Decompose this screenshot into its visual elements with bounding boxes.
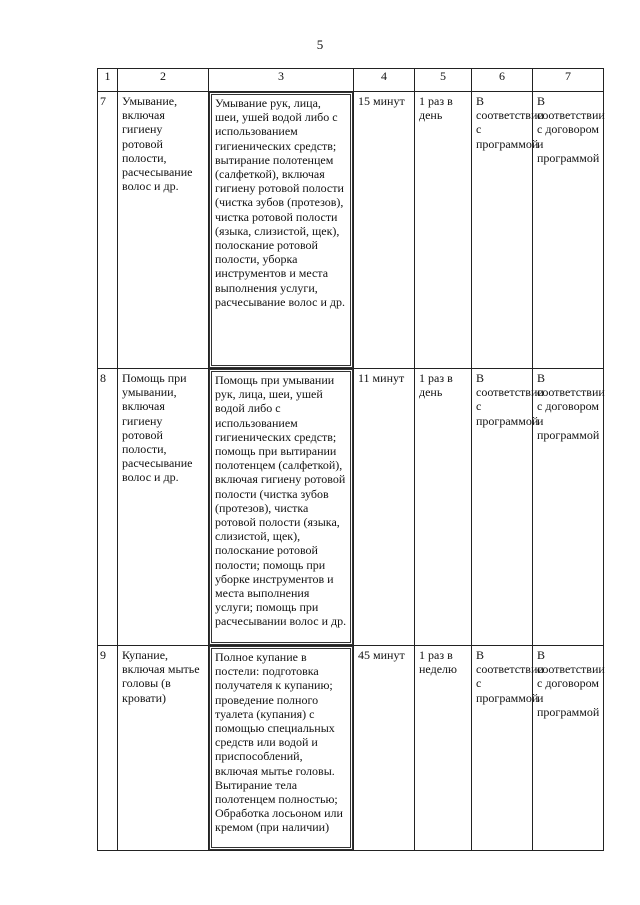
service-name: Купание, включая мытье головы (в кровати) [122,648,200,705]
table-row [98,369,604,646]
column-header: 7 [533,69,604,92]
service-description: Полное купание в постели: подготовка получателя к купанию; проведение полного туалета (купания) с помощью специальных средств или водой и приспособлений, включая мытье головы. Вытирание тела полотенцем полностью; Обработка лосьоном или кремом (при наличии) [209,646,353,850]
service-description: Помощь при умывании рук, лица, шеи, ушей водой либо с использованием гигиенических средств; помощь при вытирании полотенцем (салфеткой), включая гигиену ротовой полости (чистка зубов (протезов), чистка ротовой полости (языка, слизистой, щек), полоскание ротовой полости; помощь при уборке инструментов и места выполнения услуги; помощь при расчесывании волос и др. [209,369,353,645]
column-header: 1 [98,69,118,92]
column-header: 4 [354,69,415,92]
service-contract: В соответствии с договором и программой [537,94,605,165]
service-program: В соответствии с программой [476,371,544,428]
column-header: 6 [472,69,533,92]
row-number: 7 [100,94,106,108]
service-program: В соответствии с программой [476,648,544,705]
service-contract: В соответствии с договором и программой [537,371,605,442]
services-table [97,68,604,851]
service-time: 45 минут [358,648,405,662]
page-number: 5 [316,37,324,52]
service-name: Умывание, включая гигиену ротовой полости, расчесывание волос и др. [122,94,193,194]
service-frequency: 1 раз в неделю [419,648,457,677]
service-frequency: 1 раз в день [419,371,453,400]
service-time: 15 минут [358,94,405,108]
column-header: 3 [209,69,354,92]
service-name: Помощь при умывании, включая гигиену ротовой полости, расчесывание волос и др. [122,371,193,485]
table-row [98,92,604,369]
row-number: 8 [100,371,106,385]
column-header: 2 [118,69,209,92]
service-frequency: 1 раз в день [419,94,453,123]
service-time: 11 минут [358,371,405,385]
service-description: Умывание рук, лица, шеи, ушей водой либо с использованием гигиенических средств; вытирание полотенцем (салфеткой), включая гигиену ротовой полости (чистка зубов (протезов), чистка ротовой полости (языка, слизистой, щек), полоскание ротовой полости, уборка инструментов и места выполнения услуги, расчесывание волос и др. [209,92,353,368]
service-program: В соответствии с программой [476,94,544,151]
column-header: 5 [415,69,472,92]
row-number: 9 [100,648,106,662]
service-contract: В соответствии с договором и программой [537,648,605,719]
header-row [98,69,604,92]
table-row [98,646,604,851]
